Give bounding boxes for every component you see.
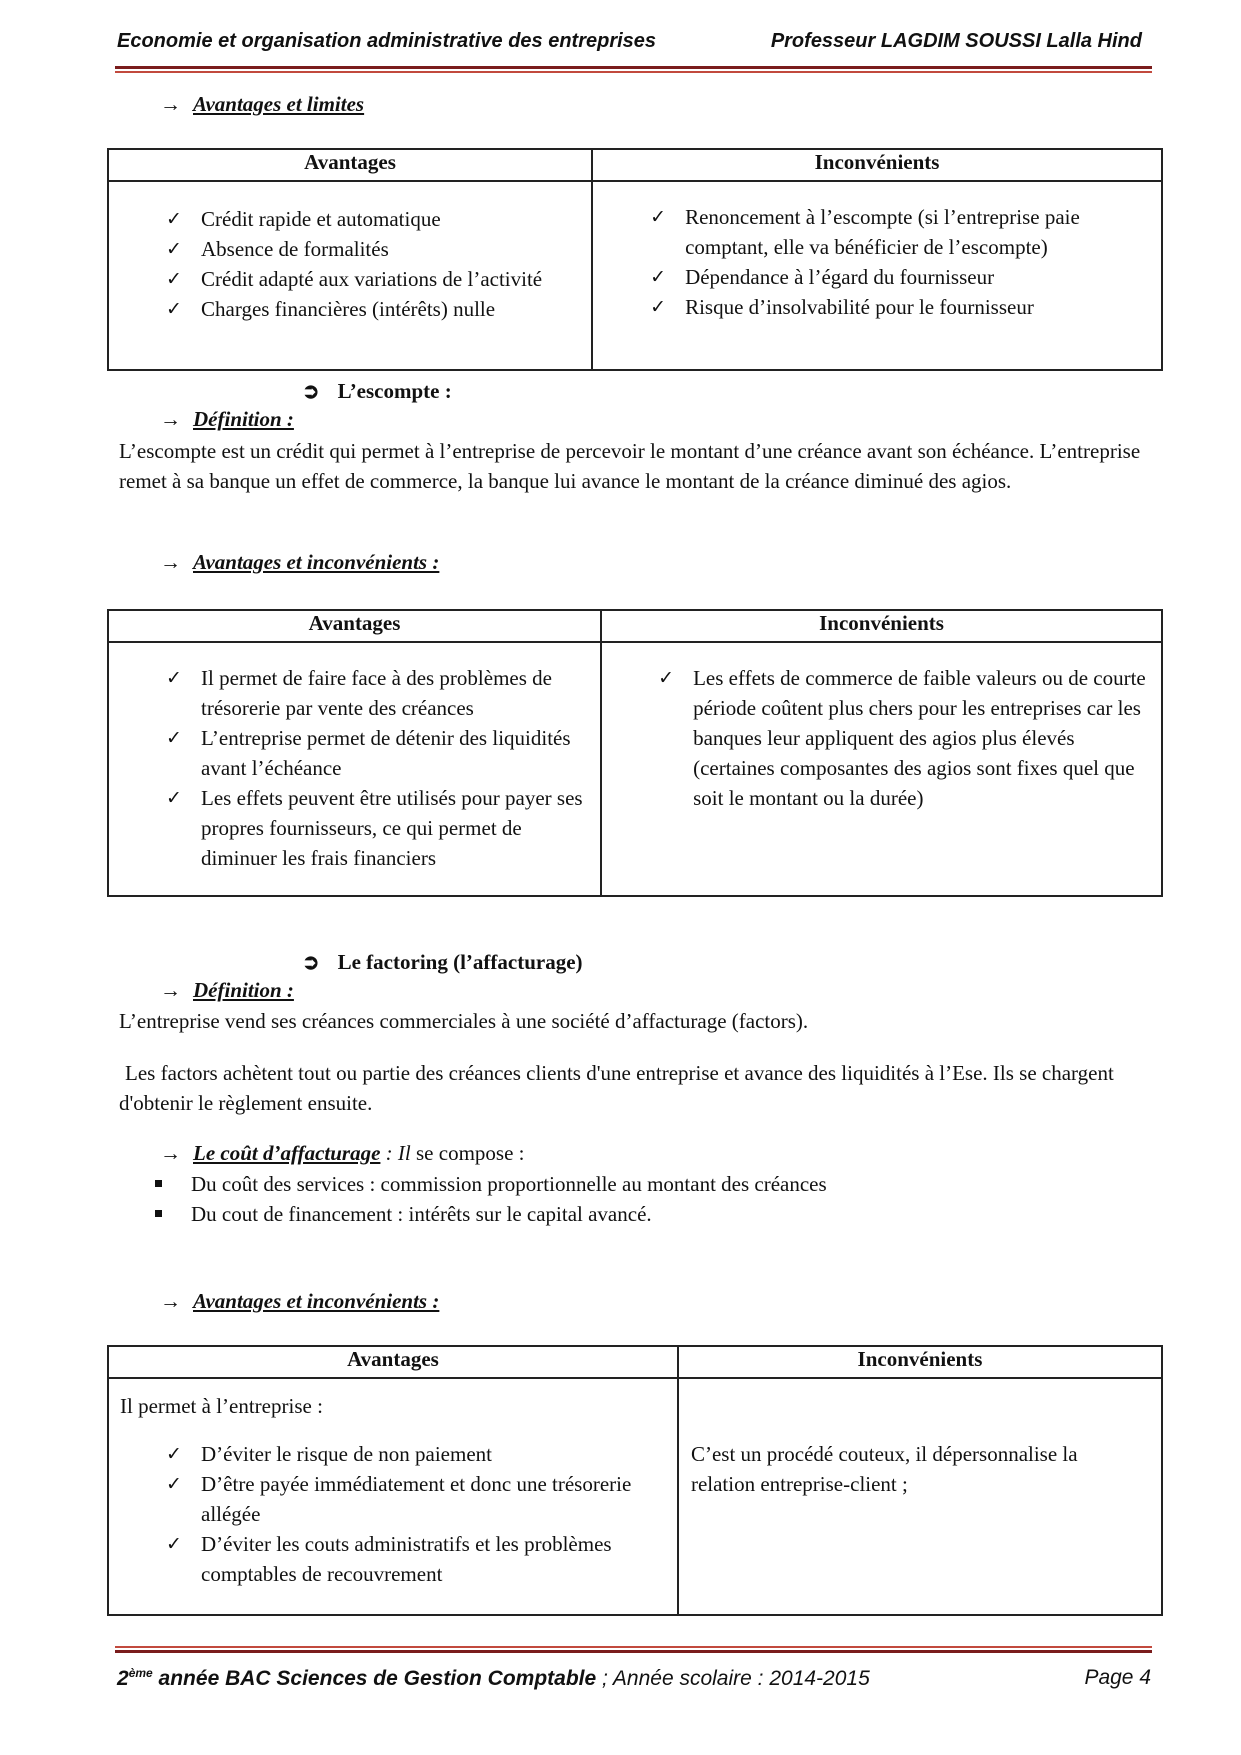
check-icon: ✓ [166,1473,182,1495]
table3-col-inconvenients: Inconvénients [678,1346,1162,1378]
list-item: ✓ Absence de formalités [158,234,585,264]
table3-disadvantage-text: C’est un procédé couteux, il dépersonnalise la relation entreprise-client ; [690,1442,1078,1496]
check-icon: ✓ [166,727,182,749]
list-item: Du cout de financement : intérêts sur le capital avancé. [155,1199,1155,1229]
escompte-definition-text: L’escompte est un crédit qui permet à l’entreprise de percevoir le montant d’une créance avant son échéance. L’entreprise remet à sa banque un effet de commerce, la banque lui avance le montant de la créance diminué des agios. [119,439,1141,493]
list-item: ✓ D’éviter les couts administratifs et les problèmes comptables de recouvrement [158,1529,665,1589]
check-icon: ✓ [658,667,675,689]
footer-rule-light [115,1646,1152,1648]
arrow-circle-icon: ➲ [302,379,320,403]
table3-col-avantages: Avantages [108,1346,678,1378]
factoring-definition-text2: Les factors achètent tout ou partie des créances clients d'une entreprise et avance des liquidités à l’Ese. Ils se chargent d'obtenir le règlement ensuite. [119,1061,1114,1115]
table3-advantages-cell [108,1378,678,1615]
square-bullet-icon [155,1180,162,1187]
arrow-icon: → [160,407,181,431]
arrow-icon: → [160,1289,181,1313]
factoring-title: ➲ Le factoring (l’affacturage) [302,950,583,974]
factoring-cost-list [155,1169,1155,1229]
list-item: ✓ Crédit adapté aux variations de l’activité [158,264,585,294]
escompte-title: ➲ L’escompte : [302,379,452,403]
header-left: Economie et organisation administrative des entreprises [117,30,657,52]
factoring-definition-heading: → Définition : [160,978,294,1002]
arrow-circle-icon: ➲ [302,950,320,974]
check-icon: ✓ [166,1533,182,1555]
check-icon: ✓ [166,787,182,809]
footer-page-number: Page 4 [1084,1666,1151,1689]
list-item: ✓ Les effets de commerce de faible valeurs ou de courte période coûtent plus chers pour les entreprises car les banques leur appliquent des agios plus élevés (certaines composantes des agios sont fixes quel que soit le montant ou la durée) [650,663,1153,813]
table-escompte [107,609,1163,897]
list-item: ✓ Dépendance à l’égard du fournisseur [642,262,1131,292]
check-icon: ✓ [166,268,182,290]
check-icon: ✓ [166,667,182,689]
check-icon: ✓ [650,266,666,288]
table3-intro: Il permet à l’entreprise : [120,1394,323,1418]
list-item: ✓ Crédit rapide et automatique [158,204,585,234]
factoring-definition-text1: L’entreprise vend ses créances commerciales à une société d’affacturage (factors). [119,1009,809,1033]
arrow-icon: → [160,550,181,574]
arrow-icon: → [160,1141,181,1165]
table3-disadvantages-cell [678,1378,1162,1615]
table1-col-inconvenients: Inconvénients [592,149,1162,181]
check-icon: ✓ [166,298,182,320]
table2-advantages-cell [108,642,601,896]
section1-heading: → Avantages et limites [160,92,365,116]
table-credit-fournisseur [107,148,1163,371]
table2-col-inconvenients: Inconvénients [601,610,1162,642]
list-item: ✓ D’être payée immédiatement et donc une trésorerie allégée [158,1469,665,1529]
factoring-adv-heading: → Avantages et inconvénients : [160,1289,440,1313]
escompte-definition-heading: → Définition : [160,407,294,431]
check-icon: ✓ [650,206,666,228]
list-item: ✓ Risque d’insolvabilité pour le fournisseur [642,292,1131,322]
table1-advantages-cell [108,181,592,370]
header-right: Professeur LAGDIM SOUSSI Lalla Hind [770,30,1142,52]
check-icon: ✓ [166,1443,182,1465]
escompte-adv-heading: → Avantages et inconvénients : [160,550,440,574]
check-icon: ✓ [166,208,182,230]
table2-col-avantages: Avantages [108,610,601,642]
list-item: ✓ Les effets peuvent être utilisés pour payer ses propres fournisseurs, ce qui permet de diminuer les frais financiers [158,783,586,873]
arrow-icon: → [160,92,181,116]
arrow-icon: → [160,978,181,1002]
table1-disadvantages-cell [592,181,1162,370]
list-item: ✓ L’entreprise permet de détenir des liquidités avant l’échéance [158,723,586,783]
check-icon: ✓ [650,296,666,318]
table-factoring [107,1345,1163,1616]
list-item: Du coût des services : commission proportionnelle au montant des créances [155,1169,1155,1199]
list-item: ✓ Il permet de faire face à des problèmes de trésorerie par vente des créances [158,663,586,723]
list-item: ✓ D’éviter le risque de non paiement [158,1439,665,1469]
table2-disadvantages-cell [601,642,1162,896]
list-item: ✓ Charges financières (intérêts) nulle [158,294,585,324]
footer-rule [115,1650,1152,1653]
factoring-cost-heading: → Le coût d’affacturage : Il se compose : [160,1141,525,1165]
square-bullet-icon [155,1210,162,1217]
table1-col-avantages: Avantages [108,149,592,181]
check-icon: ✓ [166,238,182,260]
header-rule-light [115,71,1152,73]
list-item: ✓ Renoncement à l’escompte (si l’entreprise paie comptant, elle va bénéficier de l’escompte) [642,202,1131,262]
footer-left: 2ème année BAC Sciences de Gestion Comptable ; Année scolaire : 2014-2015 [117,1666,870,1690]
header-rule [115,66,1152,69]
